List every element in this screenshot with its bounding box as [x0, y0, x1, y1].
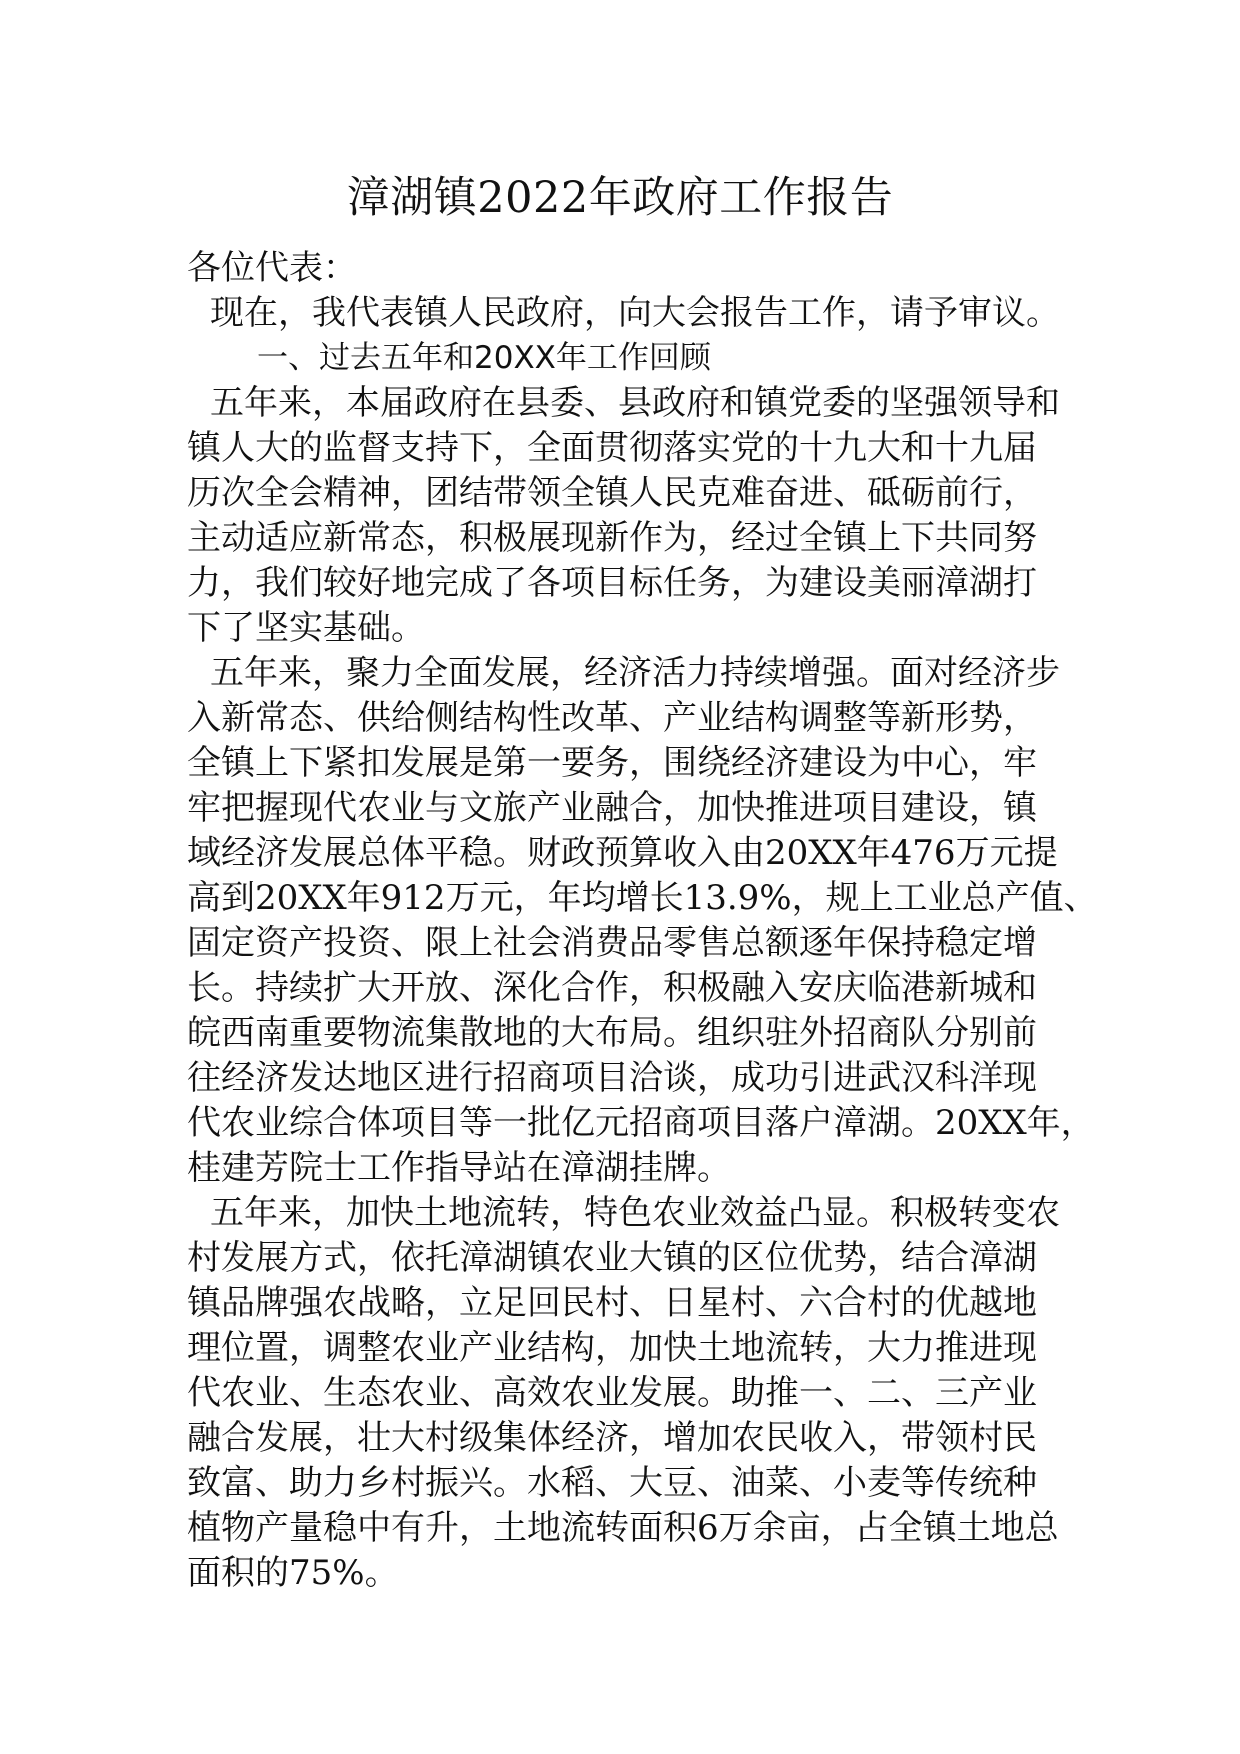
paragraph-line: 牢把握现代农业与文旅产业融合，加快推进项目建设，镇: [187, 788, 1037, 828]
paragraph-line: 主动适应新常态，积极展现新作为，经过全镇上下共同努: [187, 518, 1037, 558]
paragraph-line: 致富、助力乡村振兴。水稻、大豆、油菜、小麦等传统种: [187, 1463, 1037, 1503]
paragraph-line: 五年来，本届政府在县委、县政府和镇党委的坚强领导和: [210, 383, 1060, 423]
paragraph-line: 镇品牌强农战略，立足回民村、日星村、六合村的优越地: [187, 1283, 1037, 1323]
paragraph-line: 理位置，调整农业产业结构，加快土地流转，大力推进现: [187, 1328, 1037, 1368]
paragraph-line: 历次全会精神，团结带领全镇人民克难奋进、砥砺前行，: [187, 473, 1037, 513]
paragraph-line: 皖西南重要物流集散地的大布局。组织驻外招商队分别前: [187, 1013, 1037, 1053]
paragraph-line: 五年来，聚力全面发展，经济活力持续增强。面对经济步: [210, 653, 1060, 693]
paragraph-3: [187, 1191, 1087, 1596]
paragraph-line: 村发展方式，依托漳湖镇农业大镇的区位优势，结合漳湖: [187, 1238, 1037, 1278]
paragraph-line: 面积的75%。: [187, 1553, 399, 1593]
paragraph-line: 五年来，加快土地流转，特色农业效益凸显。积极转变农: [210, 1193, 1060, 1233]
paragraph-line: 植物产量稳中有升，土地流转面积6万余亩，占全镇土地总: [187, 1508, 1059, 1548]
paragraph-line: 往经济发达地区进行招商项目洽谈，成功引进武汉科洋现: [187, 1058, 1037, 1098]
paragraph-line: 高到20XX年912万元，年均增长13.9%，规上工业总产值、: [187, 878, 1098, 918]
paragraph-line: 镇人大的监督支持下，全面贯彻落实党的十九大和十九届: [187, 428, 1037, 468]
paragraph-1: [187, 381, 1087, 651]
paragraph-line: 桂建芳院士工作指导站在漳湖挂牌。: [187, 1148, 731, 1188]
paragraph-line: 代农业、生态农业、高效农业发展。助推一、二、三产业: [187, 1373, 1037, 1413]
document-title: 漳湖镇2022年政府工作报告: [346, 173, 894, 223]
paragraph-line: 域经济发展总体平稳。财政预算收入由20XX年476万元提: [187, 833, 1058, 873]
paragraph-line: 全镇上下紧扣发展是第一要务，围绕经济建设为中心，牢: [187, 743, 1037, 783]
paragraph-line: 下了坚实基础。: [187, 608, 425, 648]
paragraph-line: 代农业综合体项目等一批亿元招商项目落户漳湖。20XX年，: [187, 1103, 1095, 1143]
paragraph-line: 长。持续扩大开放、深化合作，积极融入安庆临港新城和: [187, 968, 1037, 1008]
salutation: 各位代表：: [187, 248, 357, 288]
section-heading: 一、过去五年和20XX年工作回顾: [257, 340, 711, 376]
paragraph-line: 融合发展，壮大村级集体经济，增加农民收入，带领村民: [187, 1418, 1037, 1458]
paragraph-line: 力，我们较好地完成了各项目标任务，为建设美丽漳湖打: [187, 563, 1037, 603]
paragraph-2: [187, 651, 1098, 1191]
paragraph-line: 固定资产投资、限上社会消费品零售总额逐年保持稳定增: [187, 923, 1037, 963]
paragraph-line: 入新常态、供给侧结构性改革、产业结构调整等新形势，: [187, 698, 1037, 738]
document-body: [187, 246, 1098, 1596]
intro-paragraph: 现在，我代表镇人民政府，向大会报告工作，请予审议。: [210, 293, 1060, 333]
